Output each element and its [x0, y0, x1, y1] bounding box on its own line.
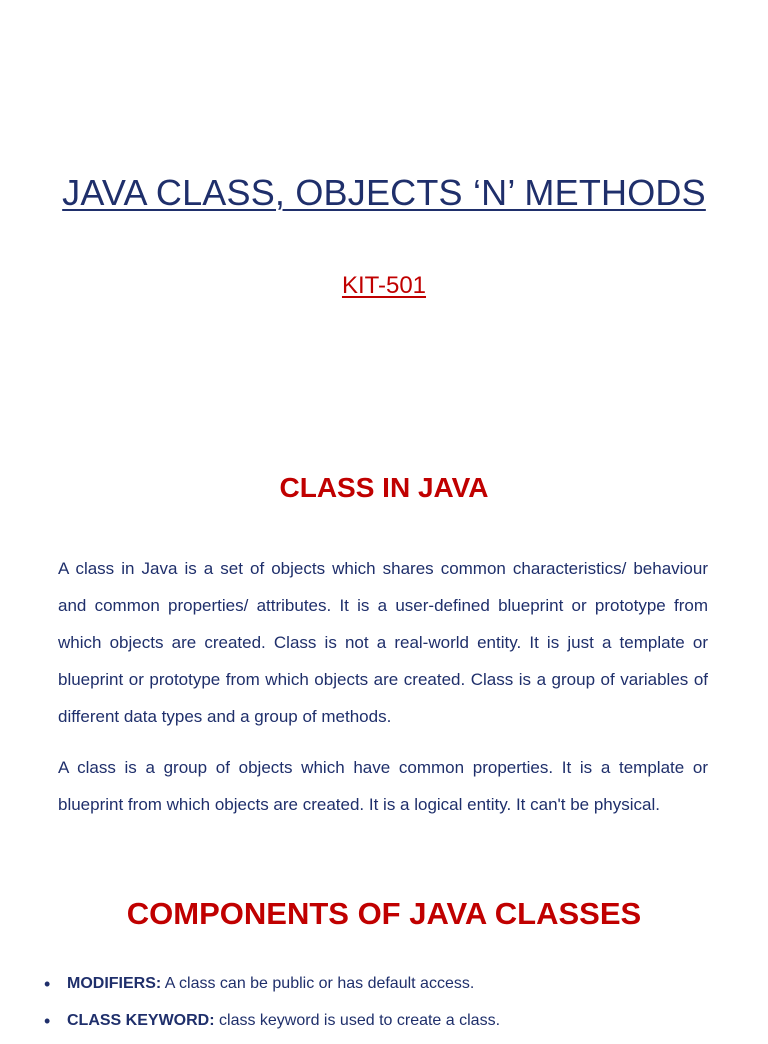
bullet-dot-icon: • [44, 1011, 51, 1031]
list-item-modifiers [44, 970, 724, 1007]
bullet-text: A class can be public or has default access. [161, 975, 475, 992]
section-heading-components: COMPONENTS OF JAVA CLASSES [126, 896, 642, 931]
course-code: KIT-501 [341, 272, 427, 299]
bullet-dot-icon: • [44, 974, 51, 994]
bullet-term: MODIFIERS: [67, 975, 162, 992]
paragraph-class-summary: A class is a group of objects which have common properties. It is a template or blueprint from which objects are created. It is a logical entity. It can't be physical. [58, 758, 708, 814]
paragraph-class-definition: A class in Java is a set of objects which shares common characteristics/ behaviour and common properties/ attributes. It is a user-defined blueprint or prototype from which objects are created. Class is not a real-world entity. It is just a template or blueprint or prototype from which objects are created. Class is a group of variables of different data types and a group of methods. [58, 559, 708, 726]
list-item-class-keyword [44, 1007, 724, 1044]
components-list [44, 970, 724, 1044]
section-heading-class-in-java: CLASS IN JAVA [279, 472, 489, 503]
bullet-term: CLASS KEYWORD: [67, 1012, 215, 1029]
document-title: JAVA CLASS, OBJECTS ‘N’ METHODS [62, 172, 706, 213]
bullet-text: class keyword is used to create a class. [214, 1012, 501, 1029]
